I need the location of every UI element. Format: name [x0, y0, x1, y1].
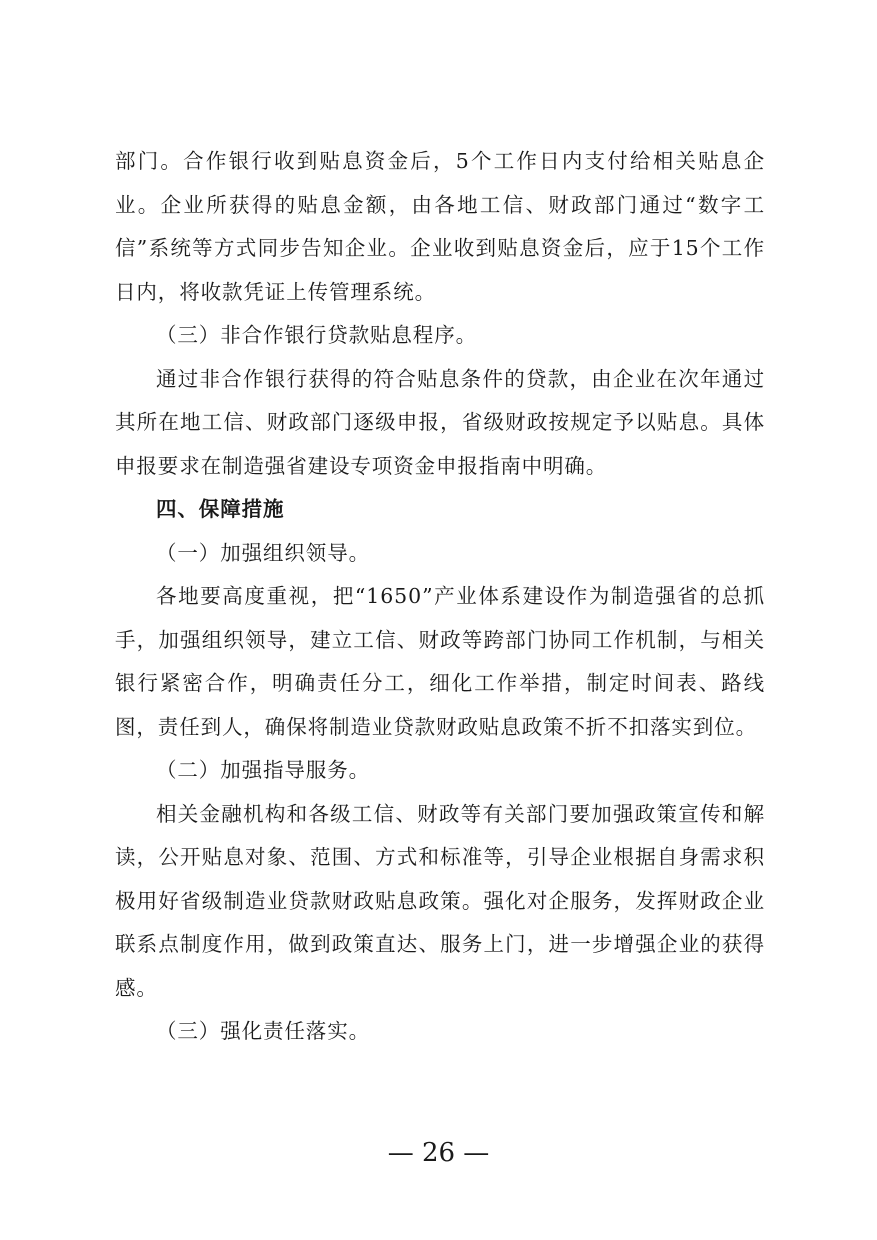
subsection-title-3: （三）非合作银行贷款贴息程序。	[156, 323, 477, 347]
section-heading: 四、保障措施	[156, 497, 285, 521]
page-number: — 26 —	[387, 1138, 490, 1168]
subsection-title-3b: （三）强化责任落实。	[156, 1019, 370, 1043]
paragraph-1: 部门。合作银行收到贴息资金后，5个工作日内支付给相关贴息企业。企业所获得的贴息金额，由各地工信、财政部门通过“数字工信”系统等方式同步告知企业。企业收到贴息资金后，应于15个工作日内，将收款凭证上传管理系统。	[115, 149, 765, 304]
document-body	[115, 140, 765, 1054]
paragraph-4: 相关金融机构和各级工信、财政等有关部门要加强政策宣传和解读，公开贴息对象、范围、方式和标准等，引导企业根据自身需求积极用好省级制造业贷款财政贴息政策。强化对企服务，发挥财政企业联系点制度作用，做到政策直达、服务上门，进一步增强企业的获得感。	[115, 801, 765, 1000]
paragraph-3: 各地要高度重视，把“1650”产业体系建设作为制造强省的总抓手，加强组织领导，建立工信、财政等跨部门协同工作机制，与相关银行紧密合作，明确责任分工，细化工作举措，制定时间表、路线图，责任到人，确保将制造业贷款财政贴息政策不折不扣落实到位。	[115, 584, 765, 739]
subsection-title-1: （一）加强组织领导。	[156, 540, 370, 565]
paragraph-2: 通过非合作银行获得的符合贴息条件的贷款，由企业在次年通过其所在地工信、财政部门逐级申报，省级财政按规定予以贴息。具体申报要求在制造强省建设专项资金申报指南中明确。	[115, 366, 765, 478]
subsection-title-2: （二）加强指导服务。	[156, 758, 370, 782]
